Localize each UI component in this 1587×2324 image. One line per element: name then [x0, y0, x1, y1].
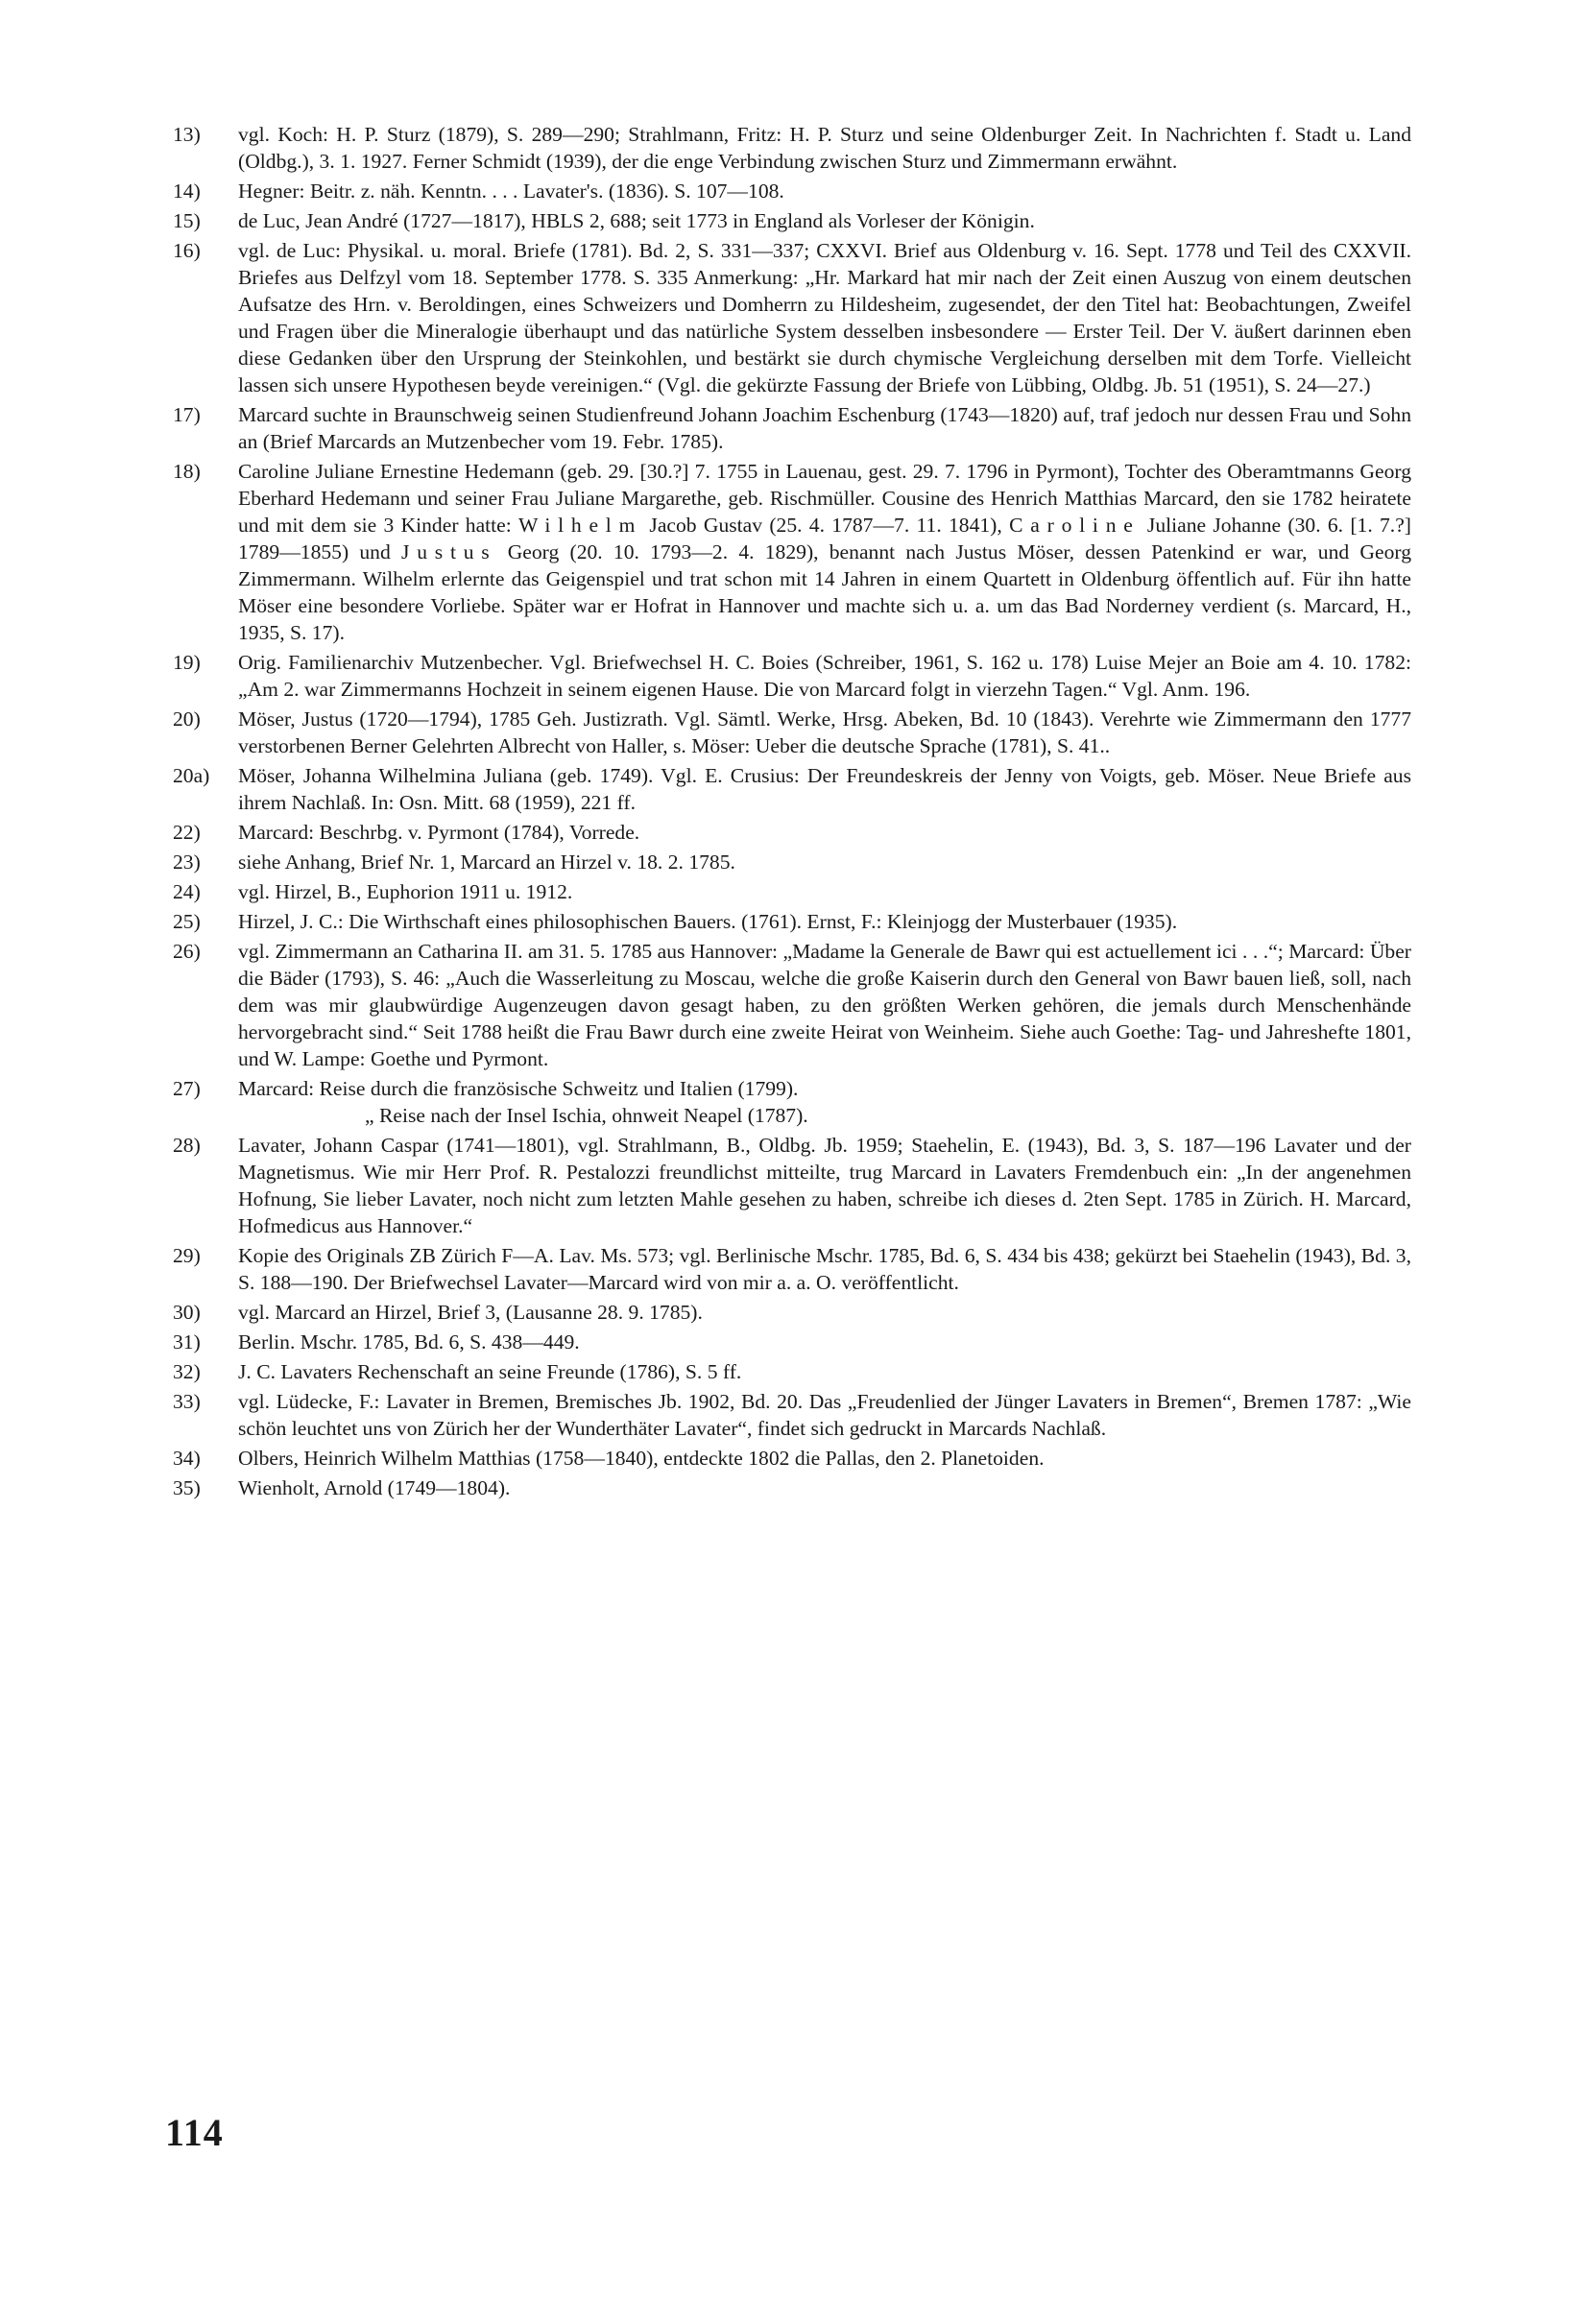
footnote-number: 17) — [173, 403, 201, 426]
footnote-text: Olbers, Heinrich Wilhelm Matthias (1758—1840), entdeckte 1802 die Pallas, den 2. Planetoiden. — [238, 1447, 1045, 1470]
footnote-text: vgl. Marcard an Hirzel, Brief 3, (Lausanne 28. 9. 1785). — [238, 1301, 703, 1324]
footnote-number: 31) — [173, 1330, 201, 1354]
footnote — [173, 849, 1411, 875]
footnote-number: 27) — [173, 1077, 201, 1100]
spaced-name: Wilhelm — [518, 514, 643, 537]
footnote — [173, 649, 1411, 703]
footnote-number: 34) — [173, 1447, 201, 1470]
footnote-number: 15) — [173, 209, 201, 232]
footnote — [173, 1445, 1411, 1472]
footnote-number: 19) — [173, 651, 201, 674]
spaced-name: Caroline — [1009, 514, 1141, 537]
footnote — [173, 1299, 1411, 1326]
footnote — [173, 938, 1411, 1072]
footnote-text: vgl. Zimmermann an Catharina II. am 31. 5. 1785 aus Hannover: „Madame la Generale de Bawr qui est actuellement ici . . .“; Marcard: Über die Bäder (1793), S. 46: „Auch die Wasserleitung zu Moscau, welche die große Kaiserin durch den General von Bawr bauen ließ, soll, nach dem was mir glaubwürdige Augenzeugen davon gesagt haben, zu den größten Werken gehören, die jemals durch Menschenhände hervorgebracht sind.“ Seit 1788 heißt die Frau Bawr durch eine zweite Heirat von Weinheim. Siehe auch Goethe: Tag- und Jahreshefte 1801, und W. Lampe: Goethe und Pyrmont. — [238, 940, 1411, 1070]
footnote-number: 22) — [173, 821, 201, 844]
footnote-number: 26) — [173, 940, 201, 963]
footnote-number: 23) — [173, 851, 201, 874]
footnote-text — [238, 458, 1411, 646]
footnote-text: Kopie des Originals ZB Zürich F—A. Lav. Ms. 573; vgl. Berlinische Mschr. 1785, Bd. 6, S. 434 bis 438; gekürzt bei Staehelin (1943), Bd. 3, S. 188—190. Der Briefwechsel Lavater—Marcard wird von mir a. a. O. veröffentlicht. — [238, 1244, 1411, 1294]
footnote-number: 14) — [173, 180, 201, 203]
footnote — [173, 121, 1411, 175]
footnote-text: Möser, Johanna Wilhelmina Juliana (geb. 1749). Vgl. E. Crusius: Der Freundeskreis der Jenny von Voigts, geb. Möser. Neue Briefe aus ihrem Nachlaß. In: Osn. Mitt. 68 (1959), 221 ff. — [238, 764, 1411, 814]
footnote-text: vgl. Hirzel, B., Euphorion 1911 u. 1912. — [238, 880, 573, 903]
footnote — [173, 706, 1411, 759]
footnote — [173, 1075, 1411, 1129]
footnote — [173, 401, 1411, 455]
footnote-text-continuation: „ Reise nach der Insel Ischia, ohnweit Neapel (1787). — [365, 1104, 808, 1127]
footnote-number: 18) — [173, 460, 201, 483]
footnote-text: vgl. de Luc: Physikal. u. moral. Briefe (1781). Bd. 2, S. 331—337; CXXVI. Brief aus Oldenburg v. 16. Sept. 1778 und Teil des CXXVII. Briefes aus Delfzyl vom 18. September 1778. S. 335 Anmerkung: „Hr. Markard hat mir nach der Zeit einen Auszug von einem deutschen Aufsatze des Hrn. v. Beroldingen, eines Schweizers und Domherrn zu Hildesheim, zugesendet, der den Titel hat: Beobachtungen, Zweifel und Fragen über die Mineralogie überhaupt und das natürliche System desselben insbesondere — Erster Teil. Der V. äußert darinnen eben diese Gedanken über den Ursprung der Steinkohlen, und bestärkt sie durch chymische Vergleichung derselben mit dem Torfe. Vielleicht lassen sich unsere Hypothesen beyde vereinigen.“ (Vgl. die gekürzte Fassung der Briefe von Lübbing, Oldbg. Jb. 51 (1951), S. 24—27.) — [238, 239, 1411, 396]
footnote-text: Hirzel, J. C.: Die Wirthschaft eines philosophischen Bauers. (1761). Ernst, F.: Kleinjogg der Musterbauer (1935). — [238, 910, 1178, 933]
footnote-text: Hegner: Beitr. z. näh. Kenntn. . . . Lavater's. (1836). S. 107—108. — [238, 180, 784, 203]
footnote — [173, 819, 1411, 846]
footnote-text-segment: Georg (20. 10. 1793—2. 4. 1829), benannt nach Justus Möser, dessen Patenkind er war, und Georg Zimmermann. Wilhelm erlernte das Geigenspiel und trat schon mit 14 Jahren in einem Quartett in Oldenburg öffentlich auf. Für ihn hatte Möser eine besondere Vorliebe. Später war er Hofrat in Hannover und machte sich u. a. um das Bad Norderney verdient (s. Marcard, H., 1935, S. 17). — [238, 540, 1411, 644]
footnote-text: vgl. Lüdecke, F.: Lavater in Bremen, Bremisches Jb. 1902, Bd. 20. Das „Freudenlied der Jünger Lavaters in Bremen“, Bremen 1787: „Wie schön leuchtet uns von Zürich her der Wunderthäter Lavater“, findet sich gedruckt in Marcards Nachlaß. — [238, 1390, 1411, 1440]
footnote-number: 28) — [173, 1134, 201, 1157]
footnote-text: vgl. Koch: H. P. Sturz (1879), S. 289—290; Strahlmann, Fritz: H. P. Sturz und seine Oldenburger Zeit. In Nachrichten f. Stadt u. Land (Oldbg.), 3. 1. 1927. Ferner Schmidt (1939), der die enge Verbindung zwischen Sturz und Zimmermann erwähnt. — [238, 123, 1411, 173]
footnote-text: J. C. Lavaters Rechenschaft an seine Freunde (1786), S. 5 ff. — [238, 1360, 742, 1383]
footnote — [173, 1358, 1411, 1385]
spaced-name: Justus — [401, 540, 497, 563]
footnote-number: 13) — [173, 123, 201, 146]
footnote — [173, 178, 1411, 204]
footnote-number: 32) — [173, 1360, 201, 1383]
page-number: 114 — [165, 2111, 224, 2154]
footnote-text: Orig. Familienarchiv Mutzenbecher. Vgl. Briefwechsel H. C. Boies (Schreiber, 1961, S. 162 u. 178) Luise Mejer an Boie am 4. 10. 1782: „Am 2. war Zimmermanns Hochzeit in seinem eigenen Hause. Die von Marcard folgt in vierzehn Tagen.“ Vgl. Anm. 196. — [238, 651, 1411, 701]
footnote-text-segment: Jacob Gustav (25. 4. 1787—7. 11. 1841), — [642, 514, 1010, 537]
footnote-text: Marcard: Reise durch die französische Schweitz und Italien (1799). — [238, 1077, 799, 1100]
footnote-number: 25) — [173, 910, 201, 933]
footnote-number: 30) — [173, 1301, 201, 1324]
footnote-text: Berlin. Mschr. 1785, Bd. 6, S. 438—449. — [238, 1330, 580, 1354]
footnote — [173, 908, 1411, 935]
footnote-text: de Luc, Jean André (1727—1817), HBLS 2, 688; seit 1773 in England als Vorleser der Königin. — [238, 209, 1035, 232]
footnote — [173, 237, 1411, 398]
footnote-number: 29) — [173, 1244, 201, 1267]
footnote — [173, 1474, 1411, 1501]
footnote-text-segment: Juliane Johanne (30. 6. [1. 7.?] 1789—1855) und — [238, 514, 1411, 563]
footnote-list — [173, 121, 1411, 1504]
footnote — [173, 878, 1411, 905]
footnote-text: Marcard suchte in Braunschweig seinen Studienfreund Johann Joachim Eschenburg (1743—1820) auf, traf jedoch nur dessen Frau und Sohn an (Brief Marcards an Mutzenbecher vom 19. Febr. 1785). — [238, 403, 1411, 453]
footnote-text-segment: Caroline Juliane Ernestine Hedemann (geb. 29. [30.?] 7. 1755 in Lauenau, gest. 29. 7. 1796 in Pyrmont), Tochter des Oberamtmanns Georg Eberhard Hedemann und seiner Frau Juliane Margarethe, geb. Rischmüller. Cousine des Henrich Matthias Marcard, den sie 1782 heiratete und mit dem sie 3 Kinder hatte: — [238, 460, 1411, 537]
footnote-number: 33) — [173, 1390, 201, 1413]
footnote — [173, 458, 1411, 646]
footnote-text: siehe Anhang, Brief Nr. 1, Marcard an Hirzel v. 18. 2. 1785. — [238, 851, 735, 874]
footnote-text: Wienholt, Arnold (1749—1804). — [238, 1476, 511, 1499]
footnote-number: 20a) — [173, 764, 210, 787]
footnote — [173, 1242, 1411, 1296]
footnote-number: 35) — [173, 1476, 201, 1499]
footnote — [173, 762, 1411, 816]
footnote-text: Marcard: Beschrbg. v. Pyrmont (1784), Vorrede. — [238, 821, 640, 844]
footnote-text: Möser, Justus (1720—1794), 1785 Geh. Justizrath. Vgl. Sämtl. Werke, Hrsg. Abeken, Bd. 10 (1843). Verehrte wie Zimmermann den 1777 verstorbenen Berner Gelehrten Albrecht von Haller, s. Möser: Ueber die deutsche Sprache (1781), S. 41.. — [238, 707, 1411, 757]
footnote-text: Lavater, Johann Caspar (1741—1801), vgl. Strahlmann, B., Oldbg. Jb. 1959; Staehelin, E. (1943), Bd. 3, S. 187—196 Lavater und der Magnetismus. Wie mir Herr Prof. R. Pestalozzi freundlichst mitteilte, trug Marcard in Lavaters Fremdenbuch ein: „In der angenehmen Hofnung, Sie lieber Lavater, noch nicht zum letzten Mahle gesehen zu haben, schreibe ich dieses d. 2ten Sept. 1785 in Zürich. H. Marcard, Hofmedicus aus Hannover.“ — [238, 1134, 1411, 1237]
footnote-number: 16) — [173, 239, 201, 262]
footnote — [173, 1388, 1411, 1442]
footnote-number: 24) — [173, 880, 201, 903]
footnote — [173, 1132, 1411, 1239]
footnote — [173, 1329, 1411, 1355]
footnote-number: 20) — [173, 707, 201, 731]
footnote — [173, 207, 1411, 234]
